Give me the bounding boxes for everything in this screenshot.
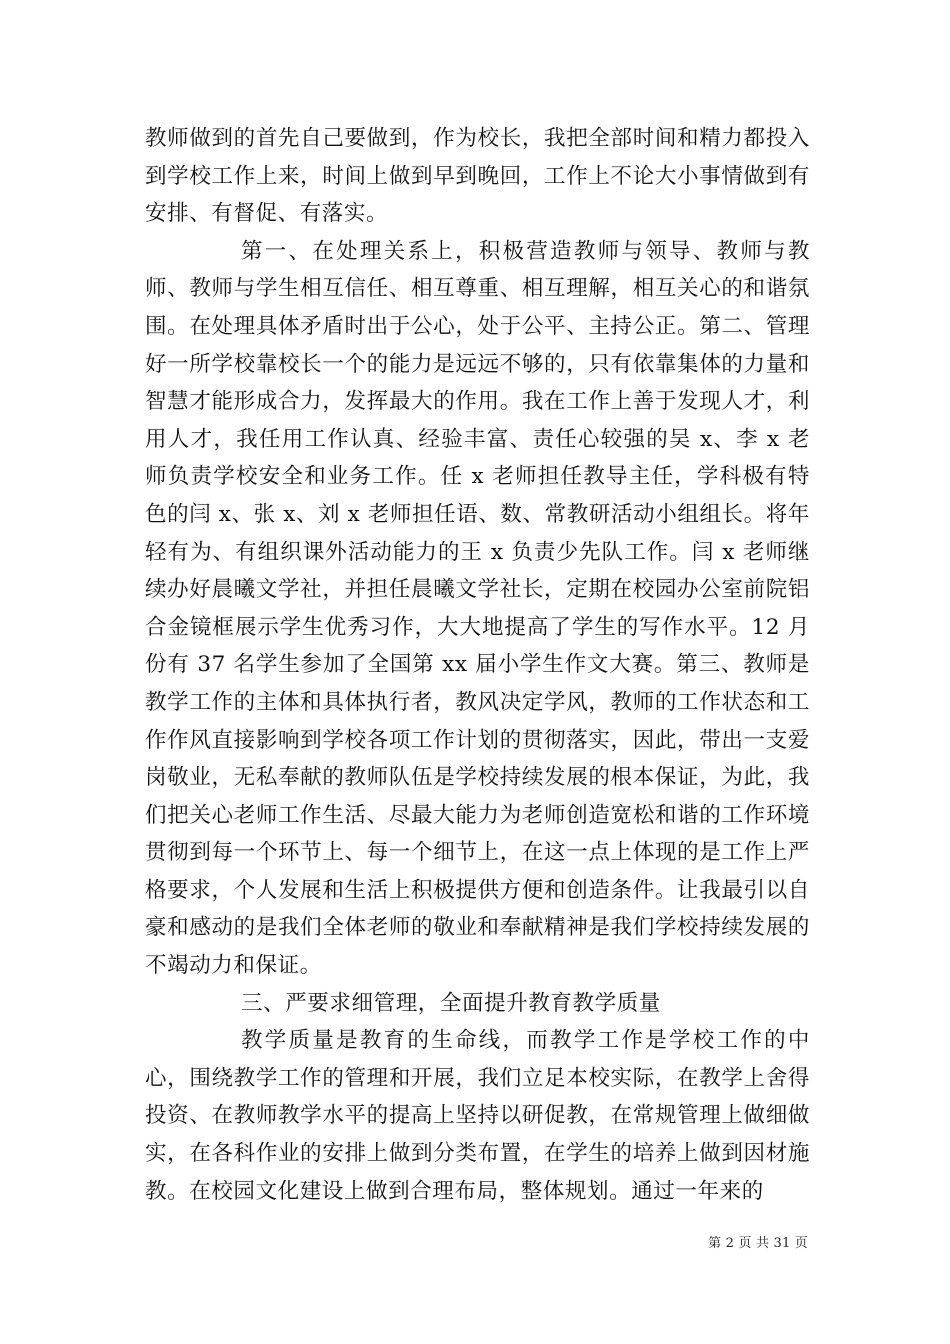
section-heading-quality: 三、严要求细管理，全面提升教育教学质量 (241, 990, 661, 1016)
page-number-footer: 第 2 页 共 31 页 (708, 1236, 808, 1251)
paragraph-continuation: 教师做到的首先自己要做到，作为校长，我把全部时间和精力都投入到学校工作上来，时间上做到早到晚回，工作上不论大小事情做到有安排、有督促、有落实。 (145, 126, 810, 227)
paragraph-management-relations: 第一、在处理关系上，积极营造教师与领导、教师与教师、教师与学生相互信任、相互尊重、相互理解，相互关心的和谐氛围。在处理具体矛盾时出于公心，处于公平、主持公正。第二、管理好一所学校靠校长一个的能力是远远不够的，只有依靠集体的力量和智慧才能形成合力，发挥最大的作用。我在工作上善于发现人才，利用人才，我任用工作认真、经验丰富、责任心较强的吴 x、李 x 老师负责学校安全和业务工作。任 x 老师担任教导主任，学科极有特色的闫 x、张 x、刘 x 老师担任语、数、常教研活动小组组长。将年轻有为、有组织课外活动能力的王 x 负责少先队工作。闫 x 老师继续办好晨曦文学社，并担任晨曦文学社长，定期在校园办公室前院铝合金镜框展示学生优秀习作，大大地提高了学生的写作水平。12 月份有 37 名学生参加了全国第 xx 届小学生作文大赛。第三、教师是教学工作的主体和具体执行者，教风决定学风，教师的工作状态和工作作风直接影响到学校各项工作计划的贯彻落实，因此，带出一支爱岗敬业，无私奉献的教师队伍是学校持续发展的根本保证，为此，我们把关心老师工作生活、尽最大能力为老师创造宽松和谐的工作环境贯彻到每一个环节上、每一个细节上，在这一点上体现的是工作上严格要求，个人发展和生活上积极提供方便和创造条件。让我最引以自豪和感动的是我们全体老师的敬业和奉献精神是我们学校持续发展的不竭动力和保证。 (145, 238, 810, 979)
paragraph-teaching-quality: 教学质量是教育的生命线，而教学工作是学校工作的中心，围绕教学工作的管理和开展，我们立足本校实际，在教学上舍得投资、在教师教学水平的提高上坚持以研促教，在常规管理上做细做实，在各科作业的安排上做到分类布置，在学生的培养上做到因材施教。在校园文化建设上做到合理布局，整体规划。通过一年来的 (145, 1028, 810, 1204)
document-body (145, 120, 810, 1210)
